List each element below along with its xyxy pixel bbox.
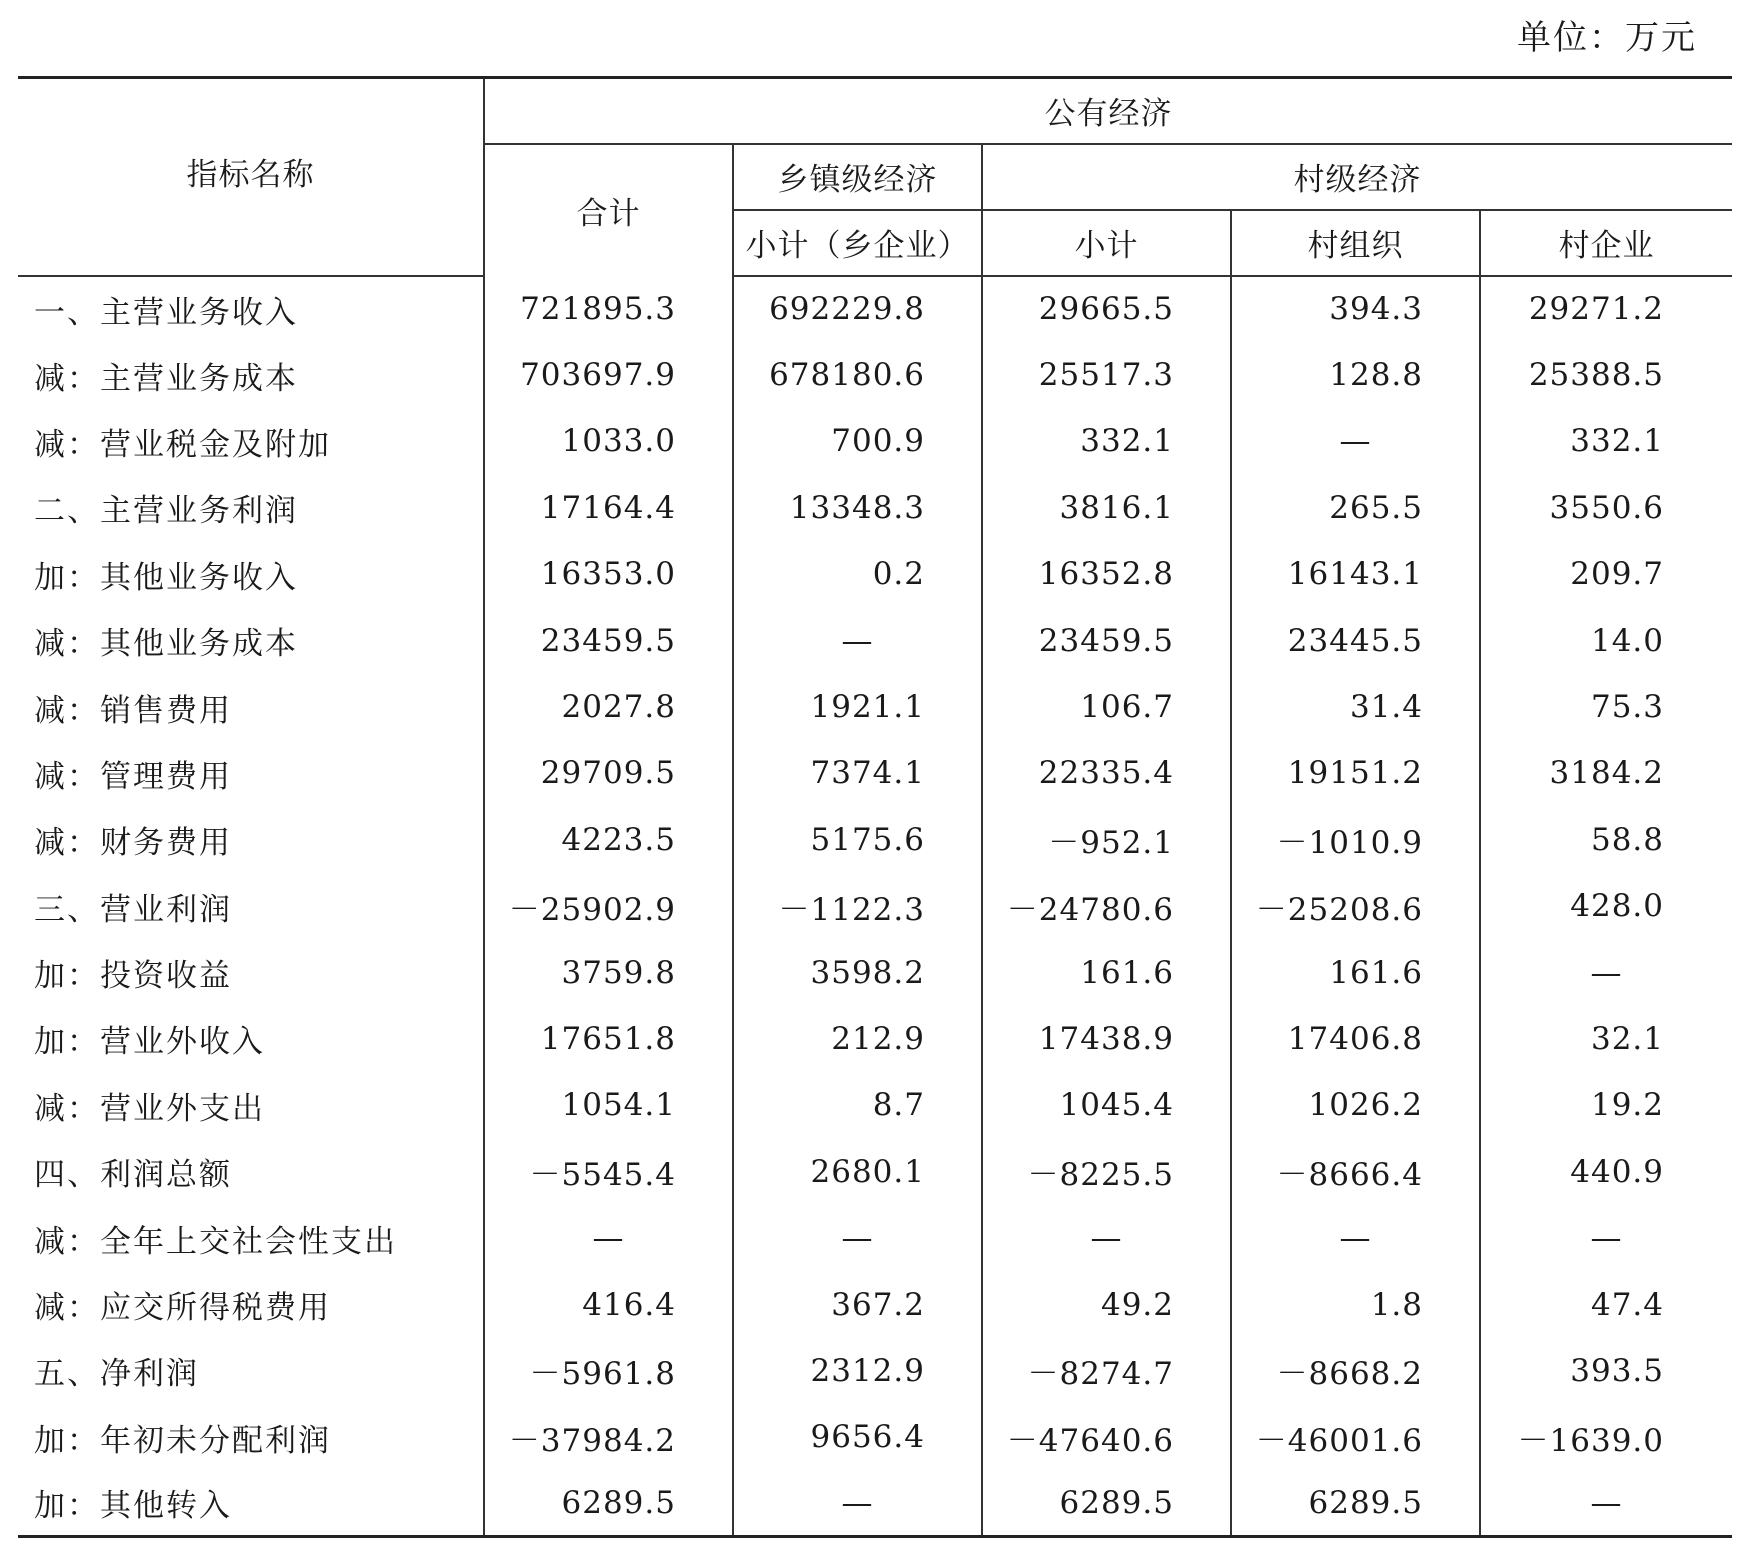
cell-village-enterprise: 332.1 xyxy=(1480,408,1732,474)
table-row xyxy=(18,1139,1732,1205)
row-indicator-name: 减：财务费用 xyxy=(34,825,232,862)
cell-village-subtotal: 29665.5 xyxy=(982,276,1231,342)
table-body xyxy=(18,276,1732,1537)
cell-total: 17164.4 xyxy=(484,475,733,541)
cell-village-subtotal: 6289.5 xyxy=(982,1471,1231,1537)
cell-township-subtotal: 678180.6 xyxy=(733,342,982,408)
table-row xyxy=(18,674,1732,740)
cell-township-subtotal: 2312.9 xyxy=(733,1338,982,1404)
cell-total: 1054.1 xyxy=(484,1072,733,1138)
cell-township-subtotal: 700.9 xyxy=(733,408,982,474)
row-indicator-name: 减：管理费用 xyxy=(34,758,232,795)
cell-village-enterprise: 19.2 xyxy=(1480,1072,1732,1138)
cell-village-enterprise: 428.0 xyxy=(1480,873,1732,939)
cell-township-subtotal: 692229.8 xyxy=(733,276,982,342)
row-indicator-name: 一、主营业务收入 xyxy=(34,294,298,331)
row-indicator-name: 减：全年上交社会性支出 xyxy=(34,1223,397,1260)
cell-village-enterprise: 209.7 xyxy=(1480,541,1732,607)
cell-village-subtotal: －47640.6 xyxy=(982,1404,1231,1470)
cell-village-enterprise: — xyxy=(1480,1205,1732,1271)
cell-village-enterprise: 47.4 xyxy=(1480,1271,1732,1337)
cell-village-subtotal: 25517.3 xyxy=(982,342,1231,408)
cell-village-subtotal: －952.1 xyxy=(982,807,1231,873)
cell-total: 4223.5 xyxy=(484,807,733,873)
cell-village-subtotal: －24780.6 xyxy=(982,873,1231,939)
cell-township-subtotal: 5175.6 xyxy=(733,807,982,873)
table-row xyxy=(18,276,1732,342)
cell-village-subtotal: 106.7 xyxy=(982,674,1231,740)
cell-village-org: －25208.6 xyxy=(1231,873,1480,939)
row-indicator-name: 加：营业外收入 xyxy=(34,1024,265,1061)
cell-village-org: 1.8 xyxy=(1231,1271,1480,1337)
cell-total: 703697.9 xyxy=(484,342,733,408)
cell-village-org: －8666.4 xyxy=(1231,1139,1480,1205)
cell-village-subtotal: 16352.8 xyxy=(982,541,1231,607)
cell-village-subtotal: 23459.5 xyxy=(982,607,1231,673)
cell-total: 721895.3 xyxy=(484,276,733,342)
cell-village-org: 161.6 xyxy=(1231,939,1480,1005)
cell-village-enterprise: 25388.5 xyxy=(1480,342,1732,408)
cell-total: 29709.5 xyxy=(484,740,733,806)
cell-total: 3759.8 xyxy=(484,939,733,1005)
cell-township-subtotal: — xyxy=(733,607,982,673)
cell-total: －5961.8 xyxy=(484,1338,733,1404)
cell-village-subtotal: 161.6 xyxy=(982,939,1231,1005)
table-row xyxy=(18,1006,1732,1072)
cell-village-subtotal: — xyxy=(982,1205,1231,1271)
row-indicator-name: 二、主营业务利润 xyxy=(34,493,298,530)
cell-township-subtotal: 2680.1 xyxy=(733,1139,982,1205)
cell-total: 17651.8 xyxy=(484,1006,733,1072)
table-row xyxy=(18,1404,1732,1470)
table-row xyxy=(18,807,1732,873)
cell-township-subtotal: 3598.2 xyxy=(733,939,982,1005)
table-row xyxy=(18,740,1732,806)
table-row xyxy=(18,475,1732,541)
cell-village-subtotal: 22335.4 xyxy=(982,740,1231,806)
cell-total: －5545.4 xyxy=(484,1139,733,1205)
table-row xyxy=(18,1471,1732,1537)
row-indicator-name: 减：销售费用 xyxy=(34,692,232,729)
cell-village-subtotal: 49.2 xyxy=(982,1271,1231,1337)
header-township-subtotal: 小计（乡企业） xyxy=(733,210,982,276)
table-row xyxy=(18,873,1732,939)
header-total: 合计 xyxy=(484,144,733,276)
cell-township-subtotal: 13348.3 xyxy=(733,475,982,541)
cell-village-enterprise: 75.3 xyxy=(1480,674,1732,740)
table-row xyxy=(18,1072,1732,1138)
table-row xyxy=(18,541,1732,607)
header-township-economy: 乡镇级经济 xyxy=(733,144,982,210)
cell-total: －37984.2 xyxy=(484,1404,733,1470)
cell-village-subtotal: －8225.5 xyxy=(982,1139,1231,1205)
cell-village-subtotal: －8274.7 xyxy=(982,1338,1231,1404)
cell-village-enterprise: 58.8 xyxy=(1480,807,1732,873)
header-village-org: 村组织 xyxy=(1231,210,1480,276)
cell-village-enterprise: 29271.2 xyxy=(1480,276,1732,342)
row-indicator-name: 减：主营业务成本 xyxy=(34,360,298,397)
unit-label: 单位：万元 xyxy=(1517,18,1697,58)
table-row xyxy=(18,607,1732,673)
cell-village-subtotal: 332.1 xyxy=(982,408,1231,474)
row-indicator-name: 减：营业税金及附加 xyxy=(34,426,331,463)
cell-village-org: －8668.2 xyxy=(1231,1338,1480,1404)
row-indicator-name: 三、营业利润 xyxy=(34,891,232,928)
income-statement-table xyxy=(18,76,1732,1538)
cell-total: 23459.5 xyxy=(484,607,733,673)
header-village-economy: 村级经济 xyxy=(982,144,1732,210)
table-row xyxy=(18,939,1732,1005)
cell-village-subtotal: 3816.1 xyxy=(982,475,1231,541)
cell-township-subtotal: — xyxy=(733,1205,982,1271)
header-village-enterprise: 村企业 xyxy=(1480,210,1732,276)
cell-total: 2027.8 xyxy=(484,674,733,740)
header-village-subtotal: 小计 xyxy=(982,210,1231,276)
cell-village-org: 31.4 xyxy=(1231,674,1480,740)
row-indicator-name: 减：营业外支出 xyxy=(34,1090,265,1127)
row-indicator-name: 加：年初未分配利润 xyxy=(34,1422,331,1459)
cell-township-subtotal: 1921.1 xyxy=(733,674,982,740)
cell-village-org: 128.8 xyxy=(1231,342,1480,408)
cell-village-enterprise: 14.0 xyxy=(1480,607,1732,673)
cell-total: 416.4 xyxy=(484,1271,733,1337)
cell-village-org: 1026.2 xyxy=(1231,1072,1480,1138)
cell-village-org: －1010.9 xyxy=(1231,807,1480,873)
row-indicator-name: 加：其他业务收入 xyxy=(34,559,298,596)
cell-township-subtotal: 7374.1 xyxy=(733,740,982,806)
cell-village-org: 19151.2 xyxy=(1231,740,1480,806)
cell-village-org: 16143.1 xyxy=(1231,541,1480,607)
cell-township-subtotal: 212.9 xyxy=(733,1006,982,1072)
table-row xyxy=(18,1271,1732,1337)
cell-village-org: — xyxy=(1231,408,1480,474)
row-indicator-name: 加：投资收益 xyxy=(34,958,232,995)
cell-village-enterprise: 3184.2 xyxy=(1480,740,1732,806)
cell-village-enterprise: －1639.0 xyxy=(1480,1404,1732,1470)
cell-township-subtotal: 9656.4 xyxy=(733,1404,982,1470)
cell-total: 16353.0 xyxy=(484,541,733,607)
cell-village-org: 6289.5 xyxy=(1231,1471,1480,1537)
cell-village-enterprise: 393.5 xyxy=(1480,1338,1732,1404)
cell-village-enterprise: 440.9 xyxy=(1480,1139,1732,1205)
cell-total: 1033.0 xyxy=(484,408,733,474)
cell-township-subtotal: 8.7 xyxy=(733,1072,982,1138)
row-indicator-name: 减：应交所得税费用 xyxy=(34,1290,331,1327)
cell-village-enterprise: 3550.6 xyxy=(1480,475,1732,541)
table-header xyxy=(18,78,1732,276)
table-row xyxy=(18,1338,1732,1404)
cell-village-org: 394.3 xyxy=(1231,276,1480,342)
cell-village-org: — xyxy=(1231,1205,1480,1271)
cell-township-subtotal: 367.2 xyxy=(733,1271,982,1337)
cell-township-subtotal: 0.2 xyxy=(733,541,982,607)
cell-village-org: 23445.5 xyxy=(1231,607,1480,673)
cell-village-org: 17406.8 xyxy=(1231,1006,1480,1072)
cell-village-org: 265.5 xyxy=(1231,475,1480,541)
cell-village-subtotal: 1045.4 xyxy=(982,1072,1231,1138)
cell-village-enterprise: 32.1 xyxy=(1480,1006,1732,1072)
row-indicator-name: 减：其他业务成本 xyxy=(34,626,298,663)
cell-township-subtotal: －1122.3 xyxy=(733,873,982,939)
row-indicator-name: 四、利润总额 xyxy=(34,1157,232,1194)
table-row xyxy=(18,408,1732,474)
cell-village-enterprise: — xyxy=(1480,1471,1732,1537)
table-row xyxy=(18,1205,1732,1271)
header-public-economy: 公有经济 xyxy=(484,78,1732,144)
cell-village-org: －46001.6 xyxy=(1231,1404,1480,1470)
header-indicator: 指标名称 xyxy=(18,78,484,276)
row-indicator-name: 加：其他转入 xyxy=(18,1471,484,1537)
cell-village-enterprise: — xyxy=(1480,939,1732,1005)
cell-village-subtotal: 17438.9 xyxy=(982,1006,1231,1072)
cell-total: 6289.5 xyxy=(484,1471,733,1537)
cell-total: — xyxy=(484,1205,733,1271)
table-row xyxy=(18,342,1732,408)
cell-total: －25902.9 xyxy=(484,873,733,939)
row-indicator-name: 五、净利润 xyxy=(34,1356,199,1393)
cell-township-subtotal: — xyxy=(733,1471,982,1537)
